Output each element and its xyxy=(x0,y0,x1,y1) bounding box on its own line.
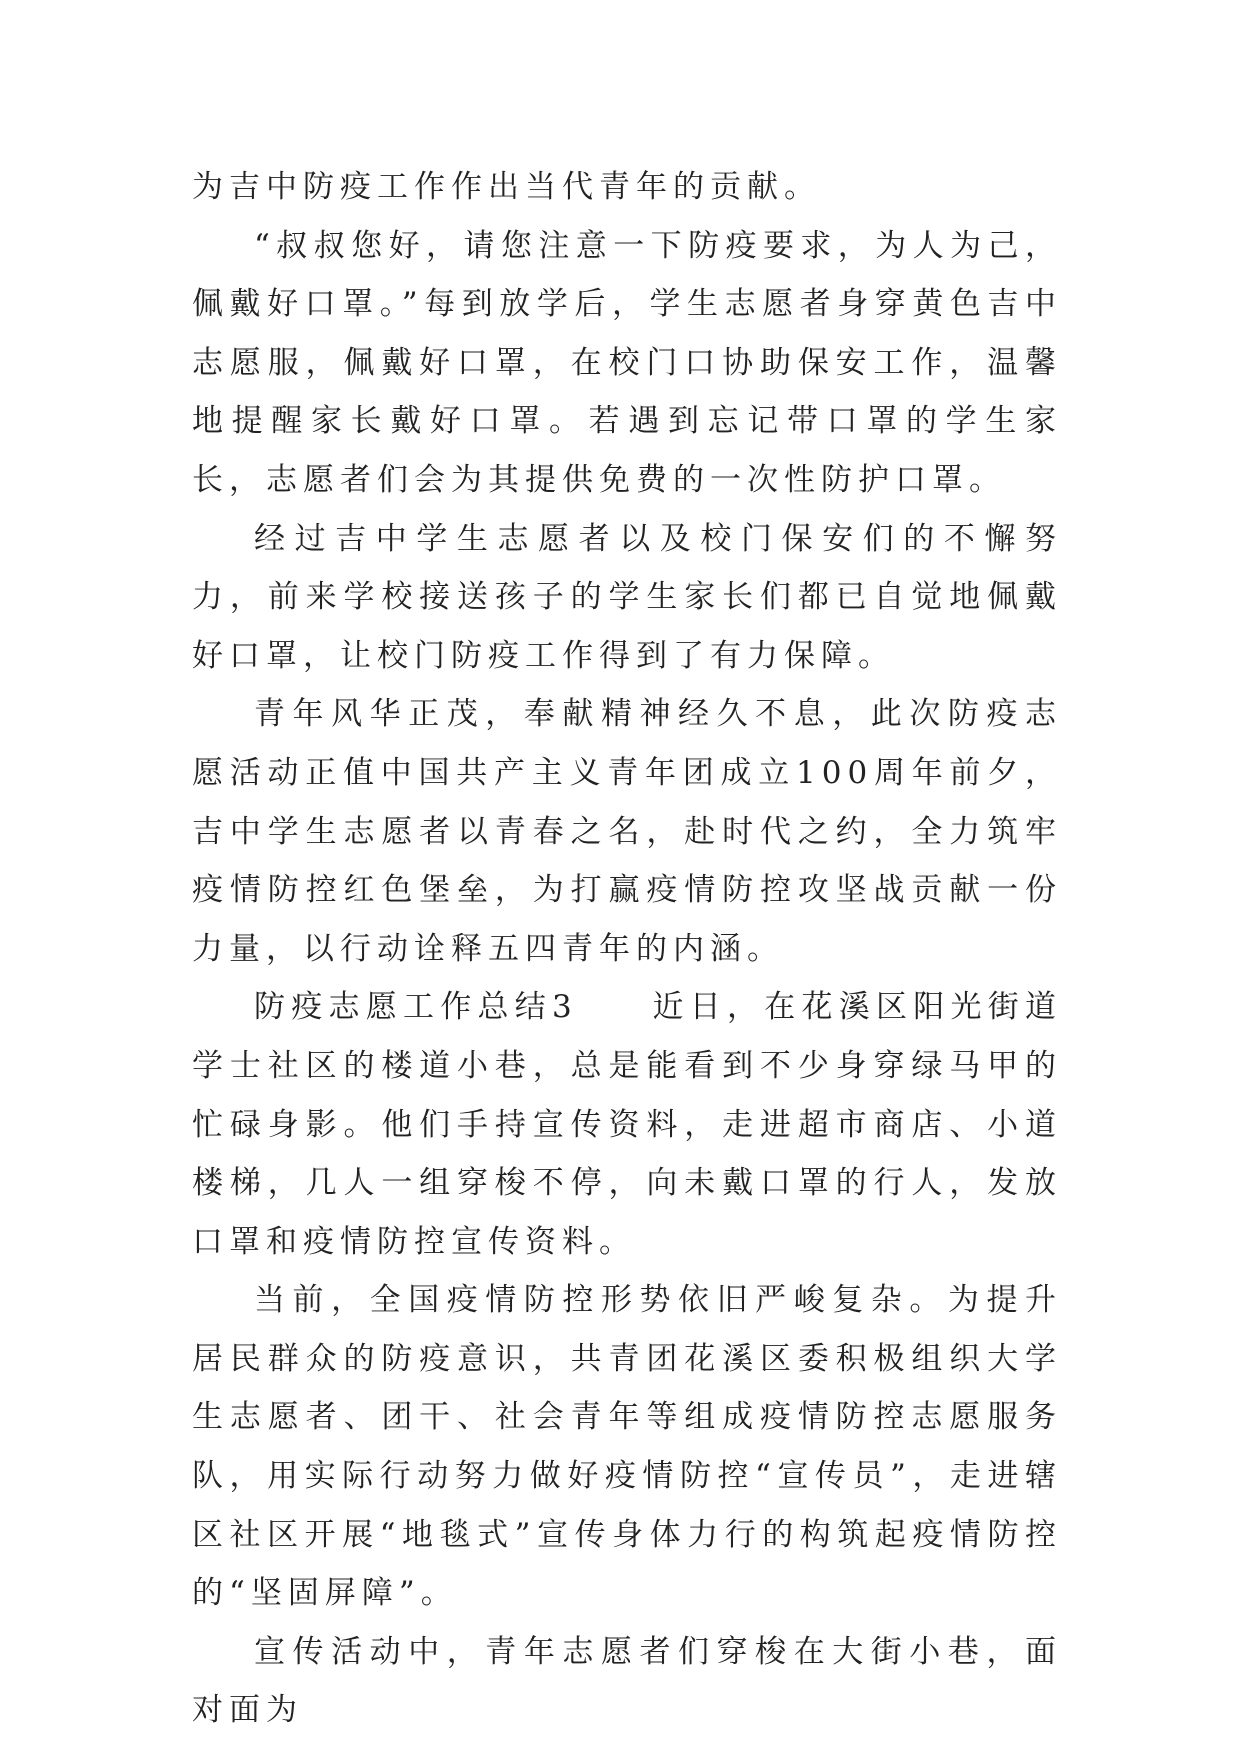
paragraph-continuation: 为吉中防疫工作作出当代青年的贡献。 xyxy=(192,169,821,205)
paragraph-summary-3: 防疫志愿工作总结3 近日，在花溪区阳光街道学士社区的楼道小巷，总是能看到不少身穿绿马甲的忙碌身影。他们手持宣传资料，走进超市商店、小道楼梯，几人一组穿梭不停，向未戴口罩的行人，发放口罩和疫情防控宣传资料。 xyxy=(192,989,1062,1260)
paragraph-current-situation: 当前，全国疫情防控形势依旧严峻复杂。为提升居民群众的防疫意识，共青团花溪区委积极组织大学生志愿者、团干、社会青年等组成疫情防控志愿服务队，用实际行动努力做好疫情防控“宣传员”，走进辖区社区开展“地毯式”宣传身体力行的构筑起疫情防控的“坚固屏障”。 xyxy=(192,1282,1062,1612)
paragraph-parents-masks: 经过吉中学生志愿者以及校门保安们的不懈努力，前来学校接送孩子的学生家长们都已自觉地佩戴好口罩，让校门防疫工作得到了有力保障。 xyxy=(192,520,1062,674)
document-body xyxy=(192,158,1062,1740)
paragraph-volunteer-greeting: “叔叔您好，请您注意一下防疫要求，为人为己，佩戴好口罩。”每到放学后，学生志愿者身穿黄色吉中志愿服，佩戴好口罩，在校门口协助保安工作，温馨地提醒家长戴好口罩。若遇到忘记带口罩的学生家长，志愿者们会为其提供免费的一次性防护口罩。 xyxy=(192,227,1062,498)
paragraph-campaign: 宣传活动中，青年志愿者们穿梭在大街小巷，面对面为 xyxy=(192,1633,1062,1729)
paragraph-youth-spirit: 青年风华正茂，奉献精神经久不息，此次防疫志愿活动正值中国共产主义青年团成立100周年前夕，吉中学生志愿者以青春之名，赴时代之约，全力筑牢疫情防控红色堡垒，为打赢疫情防控攻坚战贡献一份力量，以行动诠释五四青年的内涵。 xyxy=(192,696,1062,967)
